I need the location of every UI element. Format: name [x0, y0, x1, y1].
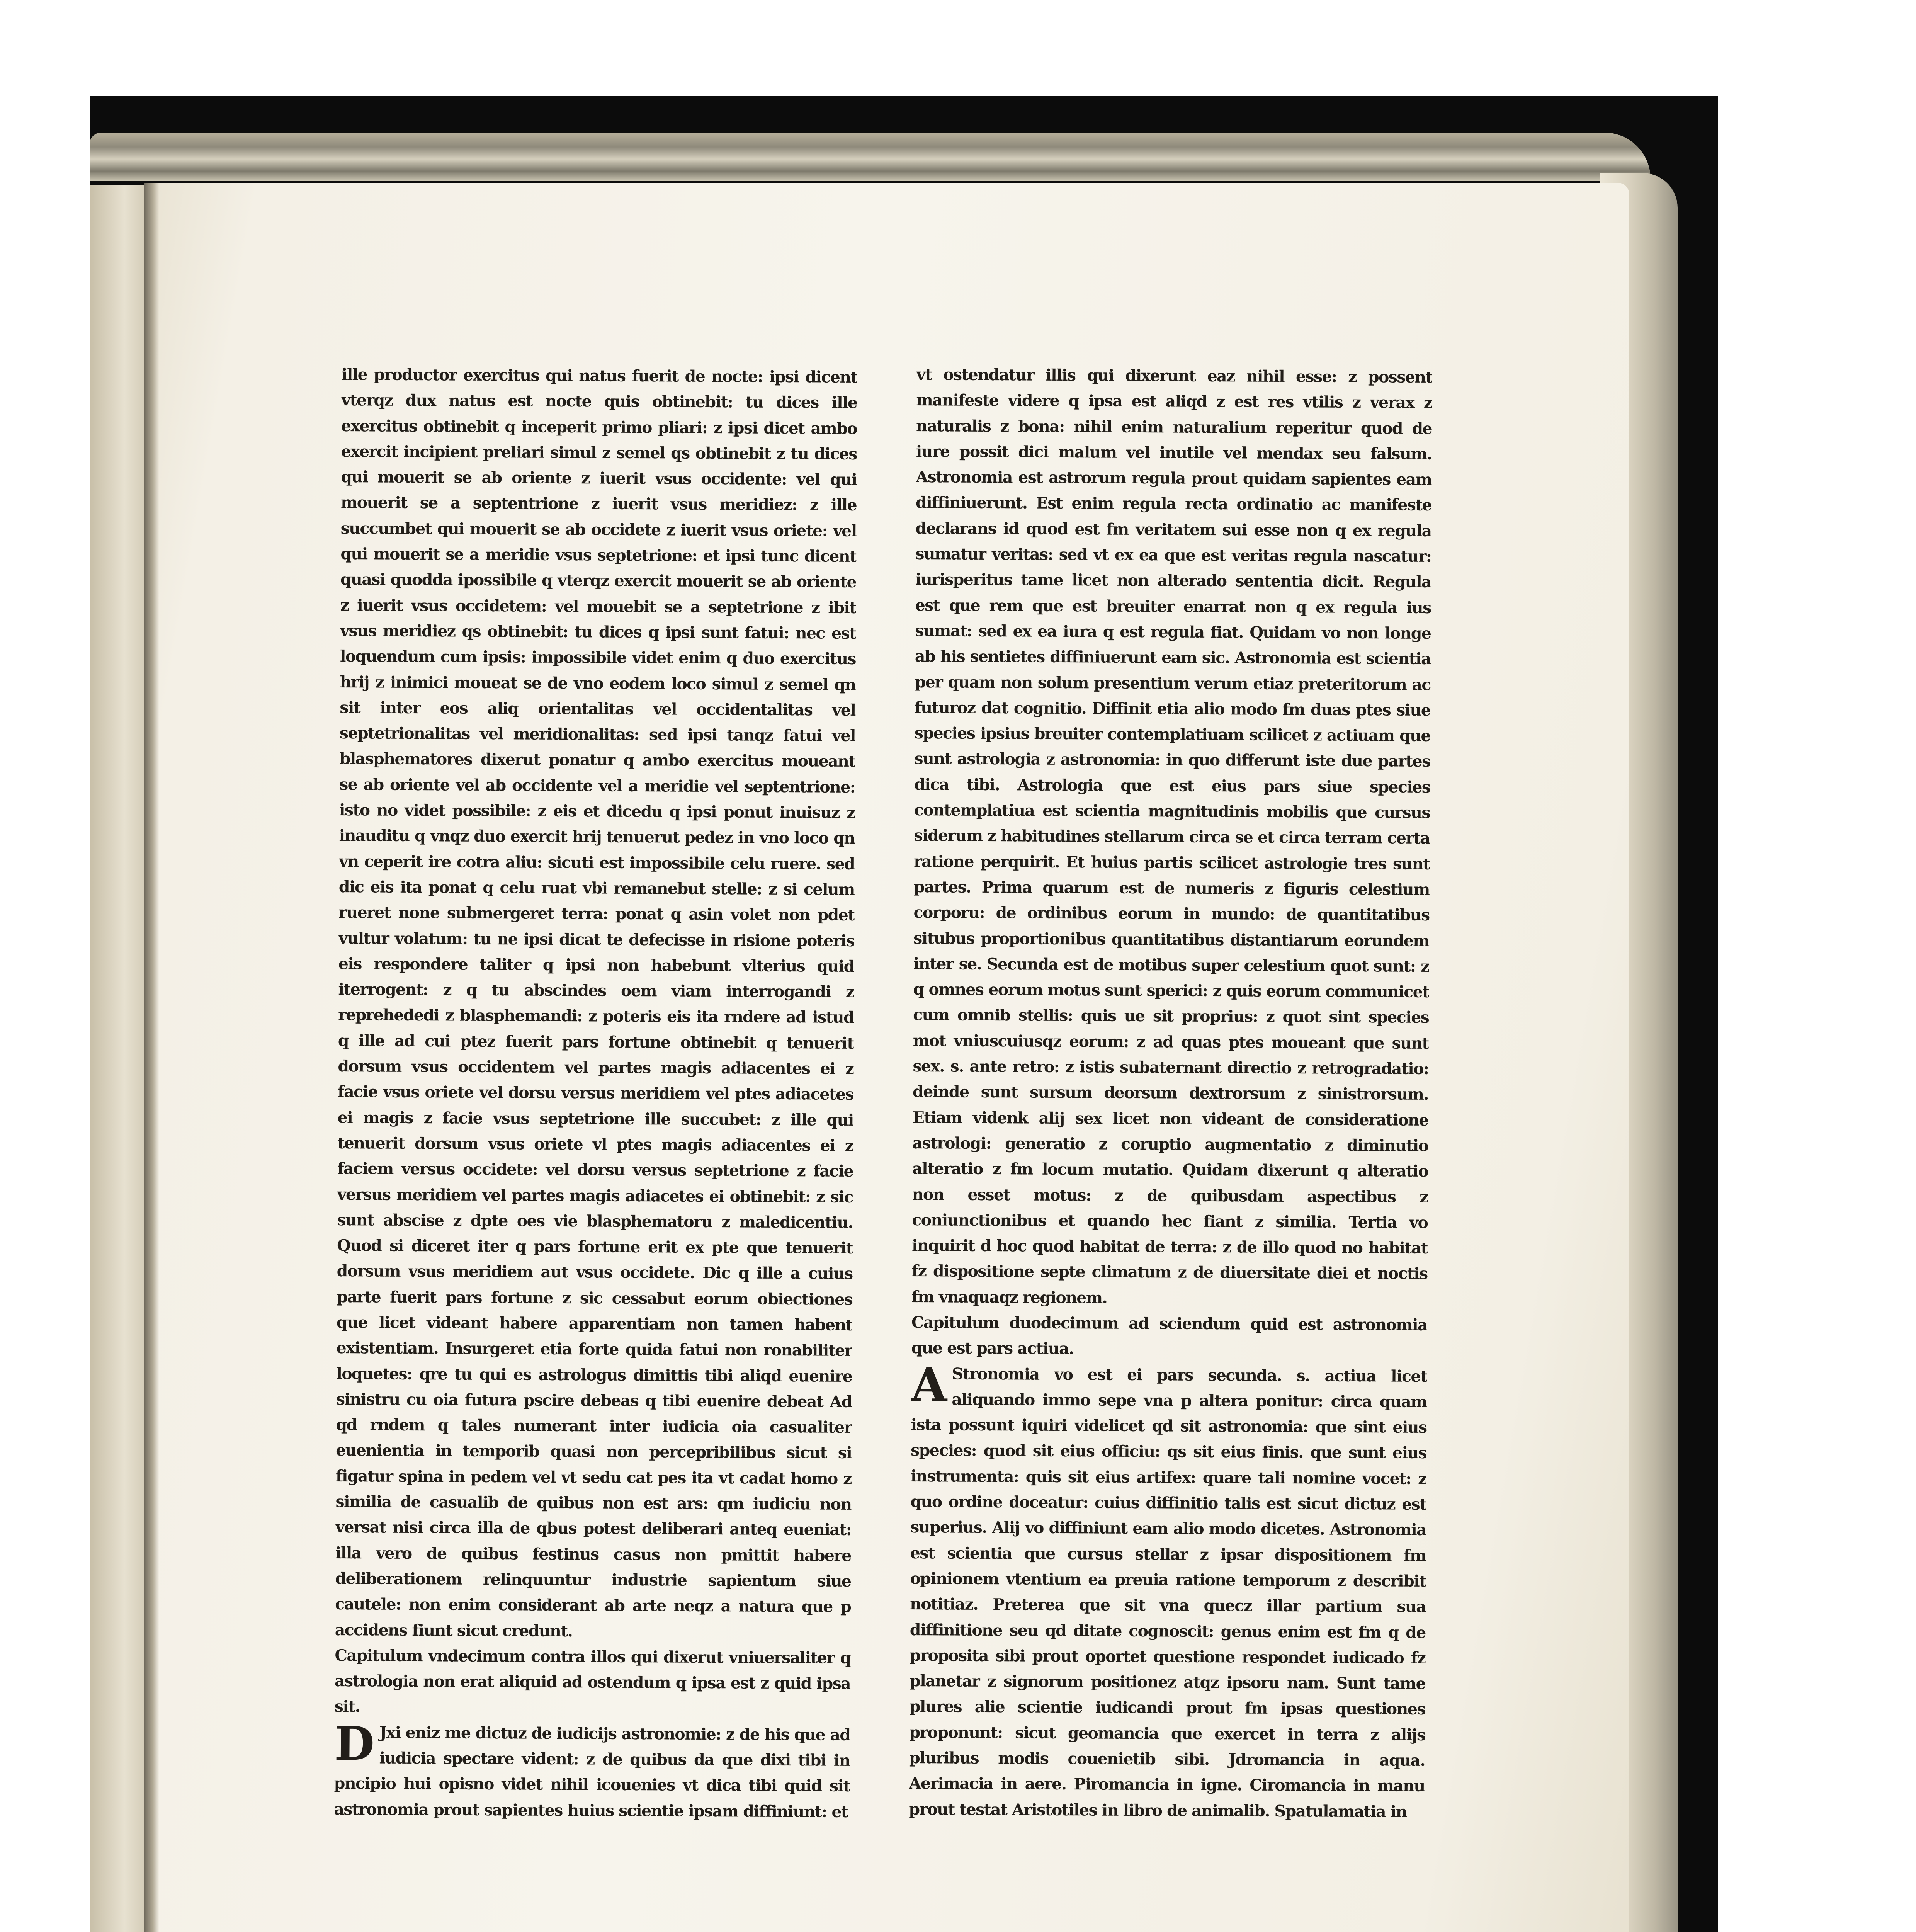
drop-cap-initial: D: [334, 1716, 374, 1771]
drop-cap-initial: A: [911, 1357, 947, 1413]
left-paragraph-1: ille productor exercitus qui natus fuerit de nocte: ipsi dicent vterqz dux natus est nocte quis obtinebit: tu dices ille exercitus obtinebit q inceperit primo pliari: z ipsi dicet ambo exercit incipient preliari simul z semel qs obtinebit z tu dices qui mouerit se ab oriente z iuerit vsus occidente: vel qui mouerit se a septentrione z iuerit vsus meridiez: z ille succumbet qui mouerit se ab occidete z iuerit vsus oriete: vel qui mouerit se a meridie vsus septetrione: et ipsi tunc dicent quasi quodda ipossibile q vterqz exercit mouerit se ab oriente z iuerit vsus occidetem: vel mouebit se a septetrione z ibit vsus meridiez qs obtinebit: tu dices q ipsi sunt fatui: nec est loquendum cum ipsis: impossibile videt enim q duo exercitus hrij z inimici moueat se de vno eodem loco simul z semel qn sit inter eos aliq orientalitas vel occidentalitas vel septetrionalitas vel meridionalitas: sed ipsi tanqz fatui vel blasphematores dixerut ponatur q ambo exercitus moueant se ab oriente vel ab occidente vel a meridie vel septentrione: isto no videt possibile: z eis et dicedu q ipsi ponut inuisuz z inauditu q vnqz duo exercit hrij tenuerut pedez in vno loco qn vn ceperit ire cotra aliu: sicuti est impossibile celu ruere. sed dic eis ita ponat q celu ruat vbi remanebut stelle: z si celum rueret none submergeret terra: ponat q asin volet non pdet vultur volatum: tu ne ipsi dicat te defecisse in risione poteris eis respondere taliter q ipsi non habebunt vlterius quid iterrogent: z q tu abscindes oem viam interrogandi z reprehededi z blasphemandi: z poteris eis ita rndere ad istud q ille ad cui ptez fuerit pars fortune obtinebit q tenuerit dorsum vsus occidentem vel partes magis adiacentes ei z facie vsus oriete vel dorsu versus meridiem vel ptes adiacetes ei magis z facie vsus septetrione ille succubet: z ille qui tenuerit dorsum vsus oriete vl ptes magis adiacentes ei z faciem versus occidete: vel dorsu versus septetrione z facie versus meridiem vel partes magis adiacetes ei obtinebit: z sic sunt abscise z dpte oes vie blasphematoru z maledicentiu. Quod si diceret iter q pars fortune erit ex pte que tenuerit dorsum vsus meridiem aut vsus occidete. Dic q ille a cuius parte fuerit pars fortune z sic cessabut eorum obiectiones que licet videant habere apparentiam non tamen habent existentiam. Insurgeret etia forte quida fatui non ronabiliter loquetes: qre tu qui es astrologus dimittis tibi aliqd euenire sinistru cu oia futura pscire debeas q tibi euenire debeat Ad qd rndem q tales numerant inter iudicia oia casualiter euenientia in temporib quasi non percepribilibus sicut si figatur spina in pedem vel vt sedu cat pes ita vt cadat homo z similia de casualib de quibus non est ars: qm iudiciu non versat nisi circa illa de qbus potest deliberari anteq eueniat: illa vero de quibus festinus casus non pmittit habere deliberationem relinquuntur industrie sapientum siue cautele: non enim considerant ab arte neqz a natura que p accidens fiunt sicut credunt.: [335, 365, 857, 1640]
binding-gutter: [144, 183, 159, 1932]
right-text-column: [908, 362, 1432, 1932]
right-paragraph-2-text: Stronomia vo est ei pars secunda. s. actiua licet aliquando immo sepe vna p altera ponitur: circa quam ista possunt iquiri videlicet qd sit astronomia: que sint eius species: quod sit eius officiu: qs sit eius finis. que sunt eius instrumenta: quis sit eius artifex: quare tali nomine vocet: z quo ordine doceatur: cuius diffinitio talis est sicut dictuz est superius. Alij vo diffiniunt eam alio modo dicetes. Astronomia est scientia que cursus stellar z ipsar dispositionem fm opinionem vtentium ea preuia ratione temporum z describit notitiaz. Preterea que sit vna quecz illar partium sua diffinitione seu qd ditate cognoscit: genus enim est fm q de proposita sibi prout oportet questione respondet iudicado fz planetar z signorum positionez atqz ipsoru nam. Sunt tame plures alie scientie iudicandi prout fm ipsas questiones proponunt: sicut geomancia que exercet in terra z alijs pluribus modis couenietib sibi. Jdromancia in aqua. Aerimacia in aere. Piromancia in igne. Ciromancia in manu prout testat Aristotiles in libro de animalib. Spatulamatia in: [909, 1364, 1427, 1821]
left-paragraph-2: [334, 1716, 850, 1825]
right-paragraph-1: vt ostendatur illis qui dixerunt eaz nihil esse: z possent manifeste videre q ipsa est aliqd z est res vtilis z verax z naturalis z bona: nihil enim naturalium reperitur quod de iure possit dici malum vel inutile vel mendax seu falsum. Astronomia est astrorum regula prout quidam sapientes eam diffiniuerunt. Est enim regula recta ordinatio ac manifeste declarans id quod est fm veritatem sui esse non q ex regula sumatur veritas: sed vt ex ea que est veritas regula nascatur: iurisperitus tame licet non alterado sententia dicit. Regula est que rem que est breuiter enarrat non q ex regula ius sumat: sed ex ea iura q est regula fiat. Quidam vo non longe ab his sentietes diffiniuerunt eam sic. Astronomia est scientia per quam non solum presentium verum etiaz preteritorum ac futuroz dat cognitio. Diffinit etia alio modo fm duas ptes siue species ipsius breuiter contemplatiuam scilicet z actiuam que sunt astrologia z astronomia: in quo differunt iste due partes dica tibi. Astrologia que est eius pars siue species contemplatiua est scientia magnitudinis mobilis que cursus siderum z habitudines stellarum circa se et circa terram certa ratione perquirit. Et huius partis scilicet astrologie tres sunt partes. Prima quarum est de numeris z figuris celestium corporu: de ordinibus eorum in mundo: de quantitatibus situbus proportionibus quantitatibus distantiarum eorundem inter se. Secunda est de motibus super celestium quot sunt: z q omnes eorum motus sunt sperici: z quis eorum communicet cum omnib stellis: quis ue sit proprius: z quot sint species mot vniuscuiusqz eorum: z ad quas ptes moueant que sunt sex. s. ante retro: z istis subaternant directio z retrogradatio: deinde sunt sursum deorsum dextrorsum z sinistrorsum. Etiam videnk alij sex licet non videant de consideratione astrologi: generatio z coruptio augmentatio z diminutio alteratio z fm locum mutatio. Quidam dixerunt q alteratio non esset motus: z de quibusdam aspectibus z coniunctionibus et quando hec fiant z similia. Tertia vo inquirit d hoc quod habitat de terra: z de illo quod no habitat fz dispositione septe climatum z de diuersitate diei et noctis fm vnaquaqz regionem.: [911, 365, 1432, 1307]
left-paragraph-2-text: Jxi eniz me dictuz de iudicijs astronomie: z de his que ad iudicia spectare vident: z de quibus da que dixi tibi in pncipio hui opisno videt nihil icouenies vt dica tibi quid sit astronomia prout sapientes huius scientie ipsam diffiniunt: et: [334, 1723, 850, 1821]
chapter-heading-11: Capitulum vndecimum contra illos qui dixerut vniuersaliter q astrologia non erat aliquid ad ostendum q ipsa est z quid ipsa sit.: [334, 1646, 851, 1716]
page-edges-top: [90, 133, 1651, 181]
book-scan: [90, 96, 1718, 1932]
facing-page: [90, 185, 148, 1932]
left-text-column: [333, 362, 857, 1932]
right-paragraph-2: [909, 1357, 1427, 1825]
chapter-heading-12: Capitulum duodecimum ad sciendum quid est astronomia que est pars actiua.: [911, 1313, 1428, 1358]
